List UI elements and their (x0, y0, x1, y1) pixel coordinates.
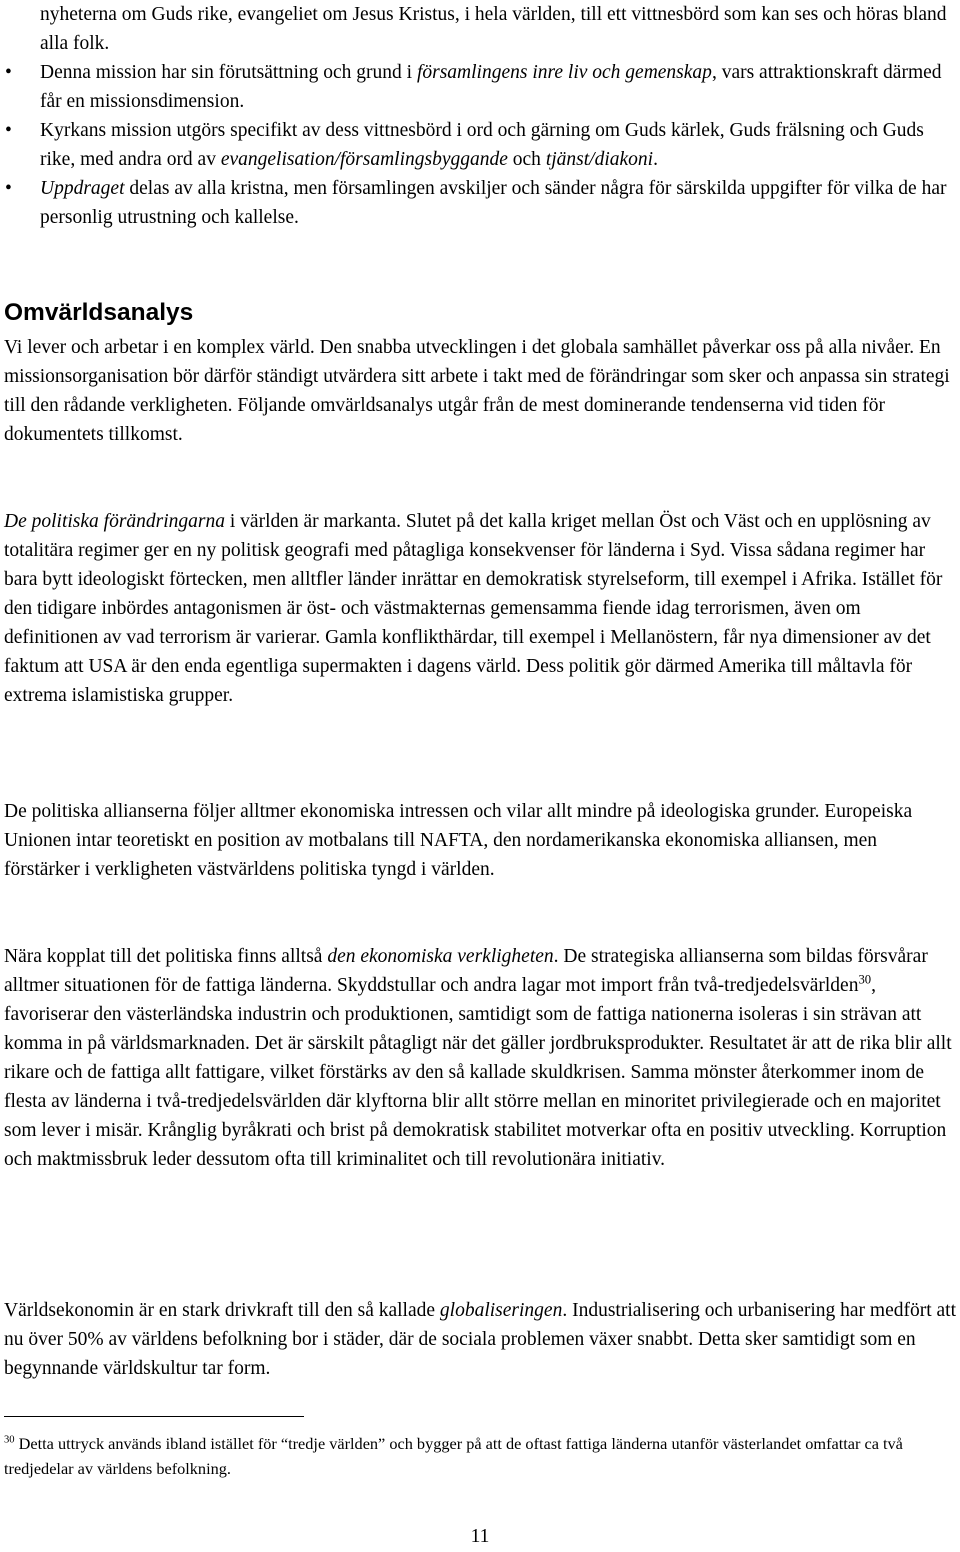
bullet-item (0, 174, 960, 232)
paragraph-political-alliances: De politiska allianserna följer alltmer ekonomiska intressen och vilar allt mindre på ideologiska grunder. Europeiska Unionen intar teoretiskt en position av motbalans till NAFTA, den nordamerikanska ekonomiska alliansen, men förstärker i verkligheten västvärldens politiska tyngd i världen. (4, 801, 913, 880)
section-heading: Omvärldsanalys (4, 299, 194, 326)
bullet-italic-run: församlingens inre liv och gemenskap (416, 62, 712, 83)
bullet-italic-run: evangelisation/församlingsbyggande (220, 149, 508, 170)
text-run: Nära kopplat till det politiska finns alltså (4, 946, 328, 967)
paragraph-intro: Vi lever och arbetar i en komplex värld. Den snabba utvecklingen i det globala samhället påverkar oss på alla nivåer. En missionsorganisation bör därför ständigt utvärdera sitt arbete i takt med de förändringar som sker och anpassa sin strategi till den rådande verkligheten. Följande omvärldsanalys utgår från de mest dominerande tendenserna vid tiden för dokumentets tillkomst. (4, 337, 950, 445)
bullet-text-run: , vars attraktionskraft därmed får en missionsdimension. (40, 62, 942, 112)
paragraph-political-changes (4, 507, 956, 710)
footnote-text: Detta uttryck används ibland istället för “tredje världen” och bygger på att de oftast fattiga länderna utanför västerlandet omfattar ca två tredjedelar av världens befolkning. (4, 1434, 903, 1478)
italic-run: den ekonomiska verkligheten (327, 946, 554, 967)
bullet-text (40, 116, 955, 174)
text-run: Världsekonomin är en stark drivkraft till den så kallade (4, 1300, 440, 1321)
footnote-reference[interactable]: 30 (858, 972, 872, 987)
bullet-italic-run: Uppdraget (40, 178, 125, 199)
text-run: i världen är markanta. Slutet på det kalla kriget mellan Öst och Väst och en upplösning av totalitära regimer ger en ny politisk geografi med påtagliga konsekvenser för länderna i Syd. Vissa sådana regimer har bara bytt ideologiskt förtecken, men alltfler länder inrättar en demokratisk styrelseform, till exempel i Afrika. Istället för den tidigare inbördes antagonismen är öst- och västmakternas gemensamma fiende idag terrorismen, även om definitionen av vad terrorism är varierar. Gamla konflikthärdar, till exempel i Mellanöstern, får nya dimensioner av det faktum att USA är den enda egentliga supermakten i dagens värld. Dess politik gör därmed Amerika till måltavla för extrema islamistiska grupper. (4, 511, 943, 706)
italic-run: De politiska förändringarna (4, 511, 226, 532)
bullet-text-run: delas av alla kristna, men församlingen avskiljer och sänder några för särskilda uppgifter för vilka de har personlig utrustning och kallelse. (40, 178, 947, 228)
page-number: 11 (470, 1526, 490, 1547)
text-run: . Industrialisering och urbanisering har medfört att nu över 50% av världens befolkning bor i städer, där de sociala problemen växer snabbt. Detta sker samtidigt som en begynnande världskultur tar form. (4, 1300, 957, 1379)
paragraph-globalization (4, 1296, 956, 1383)
text-run: , favoriserar den västerländska industrin och produktionen, samtidigt som de fattiga nationerna isoleras i sin strävan att komma in på världsmarknaden. Det är särskilt påtagligt när det gäller jordbruksprodukter. Resultatet är att de rika blir allt rikare och de fattiga allt fattigare, vilket förstärks av den så kallade skuldkrisen. Samma mönster återkommer inom de flesta av länderna i två-tredjedelsvärlden där klyftorna blir allt större mellan en minoritet privilegierade och en majoritet som lever i misär. Krånglig byråkrati och brist på demokratisk stabilitet motverkar ofta en positiv utveckling. Korruption och maktmissbruk leder dessutom ofta till kriminalitet och till revolutionära initiativ. (4, 975, 952, 1170)
text-run: . De strategiska allianserna som bildas försvårar alltmer situationen för de fattiga länderna. Skyddstullar och andra lagar mot import från två-tredjedelsvärlden (4, 946, 928, 996)
bullet-item (0, 58, 960, 116)
bullet-text-run: Kyrkans mission utgörs specifikt av dess vittnesbörd i ord och gärning om Guds kärlek, Guds frälsning och Guds rike, med andra ord av (40, 120, 924, 170)
bullet-text (40, 174, 955, 232)
bullet-item (0, 116, 960, 174)
bullet-glyph: • (5, 120, 12, 141)
bullet-glyph: • (5, 62, 12, 83)
footnote (4, 1431, 956, 1481)
bullet-text-run: . (653, 149, 658, 170)
bullet-italic-run: tjänst/diakoni (545, 149, 654, 170)
italic-run: globaliseringen (439, 1300, 563, 1321)
bullet-text-run: Denna mission har sin förutsättning och grund i (40, 62, 417, 83)
bullet-glyph: • (5, 178, 12, 199)
bullet-list (0, 58, 960, 232)
bullet-text-run: och (507, 149, 546, 170)
footnote-divider (4, 1416, 304, 1417)
paragraph-economic-reality (4, 942, 956, 1174)
bullet-text (40, 58, 955, 116)
intro-continuation: nyheterna om Guds rike, evangeliet om Jesus Kristus, i hela världen, till ett vittnesbörd som kan ses och höras bland alla folk. (40, 4, 947, 54)
footnote-number: 30 (4, 1434, 15, 1446)
